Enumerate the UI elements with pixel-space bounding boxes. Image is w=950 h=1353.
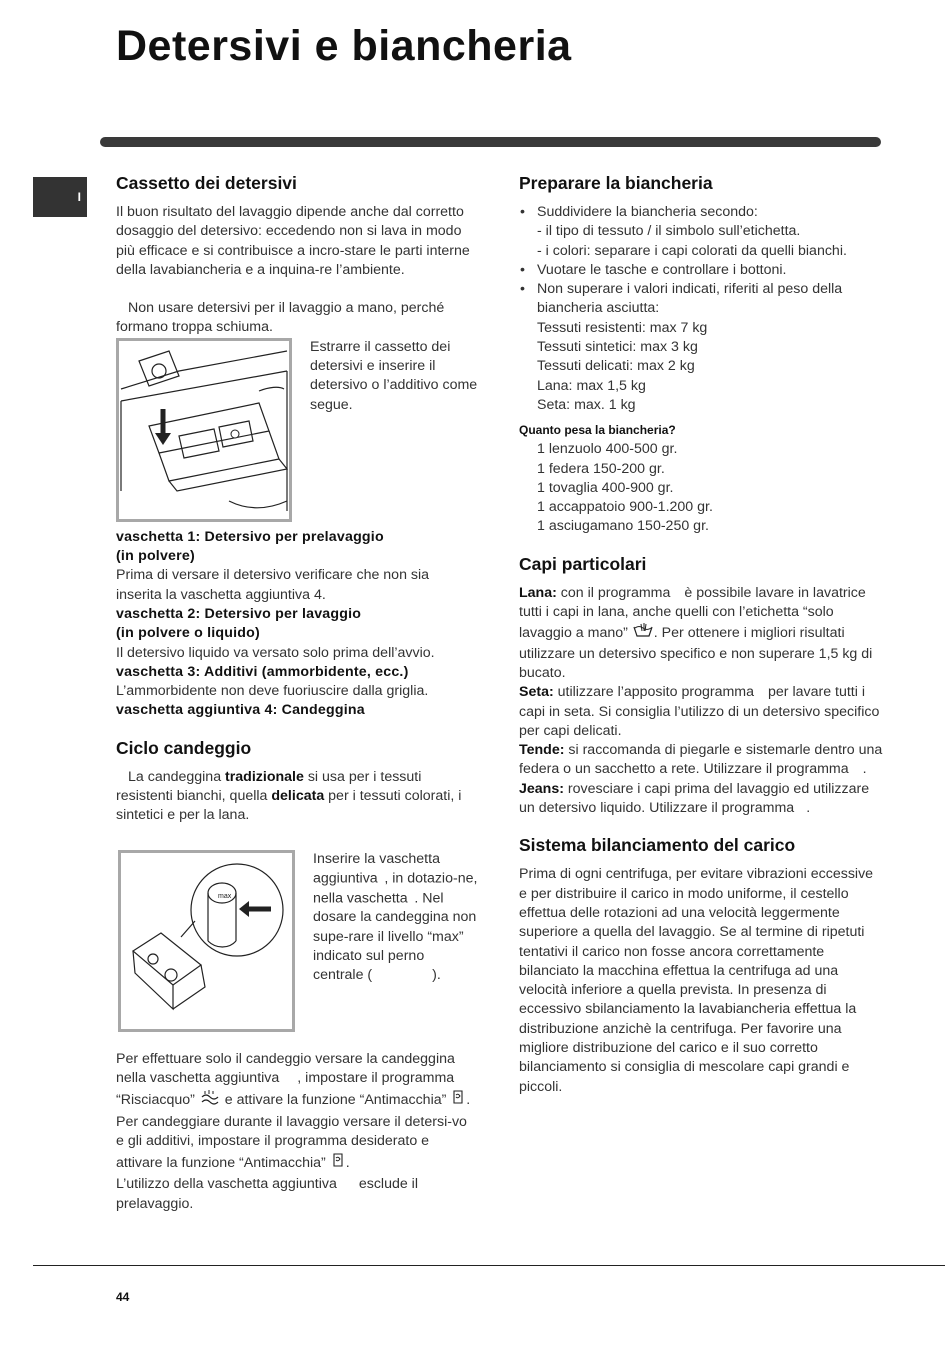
prep-list bbox=[519, 203, 884, 415]
bleach-prewash-note: L’utilizzo della vaschetta aggiuntiva esclude il prelavaggio. bbox=[116, 1176, 418, 1212]
silk-text: Seta: utilizzare l’apposito programma per lavare tutti i capi in seta. Si consiglia l’utilizzo di un detersivo specifico per capi delicati. bbox=[519, 684, 880, 739]
list-item: • Vuotare le tasche e controllare i bottoni. bbox=[519, 261, 884, 280]
compartment-3-title: vaschetta 3: Additivi (ammorbidente, ecc.) bbox=[116, 663, 409, 680]
compartment-1-text: Prima di versare il detersivo verificare che non sia inserita la vaschetta aggiuntiva 4. bbox=[116, 567, 430, 603]
compartment-3-text: L’ammorbidente non deve fuoriuscire dalla griglia. bbox=[116, 683, 429, 700]
compartment-4-title: vaschetta aggiuntiva 4: Candeggina bbox=[116, 702, 365, 719]
wool-text: Lana: con il programma è possibile lavare in lavatrice tutti i capi in lana, anche quelli con l’etichetta “solo lavaggio a mano” . Per ottenere i migliori risultati utilizzare un detersivo specifico e non superare 1,5 kg di bucato. bbox=[519, 584, 873, 681]
right-column bbox=[519, 172, 884, 1097]
compartment-1-subtitle: (in polvere) bbox=[116, 548, 195, 565]
weight-item: 1 accappatoio 900-1.200 gr. bbox=[537, 499, 713, 516]
compartment-list bbox=[116, 528, 478, 721]
detergent-drawer-drawing bbox=[119, 341, 289, 519]
limit-item: Seta: max. 1 kg bbox=[537, 396, 636, 413]
drawer-illustration bbox=[116, 338, 292, 522]
language-tab-label: I bbox=[77, 190, 81, 204]
compartment-2-subtitle: (in polvere o liquido) bbox=[116, 625, 260, 642]
bleach-during-wash-text: Per candeggiare durante il lavaggio versare il detersi-vo e gli additivi, impostare il programma desiderato e attivare la funzione “Antimacchia” . bbox=[116, 1113, 478, 1176]
drawer-figure-row bbox=[116, 338, 478, 522]
prep-heading: Preparare la biancheria bbox=[519, 173, 713, 193]
bleach-figure-row bbox=[116, 850, 478, 1032]
rinse-icon bbox=[199, 1089, 221, 1112]
drawer-figure-caption: Estrarre il cassetto dei detersivi e inserire il detersivo o l’additivo come segue. bbox=[310, 338, 478, 413]
limit-item: Tessuti delicati: max 2 kg bbox=[537, 358, 695, 375]
jeans-text: Jeans: rovesciare i capi prima del lavaggio ed utilizzare un detersivo liquido. Utilizzare il programma . bbox=[519, 780, 870, 817]
compartment-2-title: vaschetta 2: Detersivo per lavaggio bbox=[116, 605, 362, 622]
list-item: • Non superare i valori indicati, riferiti al peso della biancheria asciutta: Tessuti resistenti: max 7 kg Tessuti sintetici: max 3 kg Tessuti delicati: max 2 kg Lana: max 1,5 kg Seta: max. 1 kg bbox=[519, 280, 884, 415]
weight-heading: Quanto pesa la biancheria? bbox=[519, 423, 676, 438]
balance-heading: Sistema bilanciamento del carico bbox=[519, 835, 796, 856]
footer-rule bbox=[33, 1265, 945, 1266]
limit-item: Tessuti sintetici: max 3 kg bbox=[537, 339, 698, 356]
limit-item: Lana: max 1,5 kg bbox=[537, 377, 646, 394]
weight-list bbox=[519, 440, 884, 536]
special-heading: Capi particolari bbox=[519, 553, 647, 574]
bleach-intro: La candeggina tradizionale si usa per i tessuti resistenti bianchi, quella delicata per i tessuti colorati, i sintetici e per la lana. bbox=[116, 768, 462, 824]
compartment-1-title: vaschetta 1: Detersivo per prelavaggio bbox=[116, 528, 384, 545]
hand-wash-icon bbox=[632, 622, 654, 644]
bleach-container-drawing bbox=[121, 853, 292, 1029]
stain-removal-icon bbox=[450, 1088, 466, 1112]
bleach-figure-caption: Inserire la vaschetta aggiuntiva , in dotazio-ne, nella vaschetta . Nel dosare la candeggina non supe-rare il livello “max” indicato sul perno centrale ( ). bbox=[313, 850, 478, 984]
title-rule bbox=[100, 137, 881, 147]
weight-item: 1 tovaglia 400-900 gr. bbox=[537, 479, 674, 496]
max-label: max bbox=[218, 892, 232, 900]
drawer-intro: Il buon risultato del lavaggio dipende anche dal corretto dosaggio del detersivo: eccedendo non si lava in modo più efficace e si contribuisce a incro-stare le parti interne della lavabiancheria e a inquina-re l’ambiente. bbox=[116, 204, 470, 278]
compartment-2-text: Il detersivo liquido va versato solo prima dell’avvio. bbox=[116, 644, 435, 661]
page-number: 44 bbox=[116, 1290, 130, 1304]
weight-item: 1 federa 150-200 gr. bbox=[537, 460, 665, 477]
limit-item: Tessuti resistenti: max 7 kg bbox=[537, 319, 708, 336]
left-column bbox=[116, 172, 478, 1214]
stain-removal-icon bbox=[330, 1151, 346, 1175]
balance-text: Prima di ogni centrifuga, per evitare vibrazioni eccessive e per distribuire il carico in modo uniforme, il cestello effettua delle rotazioni ad una velocità leggermente superiore a quella del lavaggio. Se al termine di ripetuti tentativi il carico non fosse ancora correttamente bilanciato la macchina effettua la centrifuga ad una velocità inferiore a quella prevista. In presenza di eccessivo sbilanciamento la lavabiancheria effettua la distribuzione anzichè la centrifuga. Per favorire una migliore distribuzione del carico e il suo corretto bilanciamento si consiglia di mescolare capi grandi e piccoli. bbox=[519, 866, 874, 1095]
curtains-text: Tende: si raccomanda di piegarle e sistemarle dentro una federa o un sacchetto a rete. Utilizzare il programma . bbox=[519, 742, 883, 778]
weight-item: 1 lenzuolo 400-500 gr. bbox=[537, 441, 678, 458]
bleach-only-text: Per effettuare solo il candeggio versare la candeggina nella vaschetta aggiuntiva , impostare il programma “Risciacquo” e attivare la funzione “Antimacchia” . bbox=[116, 1050, 478, 1113]
bleach-instructions bbox=[116, 1050, 478, 1214]
page-title: Detersivi e biancheria bbox=[116, 22, 572, 70]
weight-item: 1 asciugamano 150-250 gr. bbox=[537, 518, 709, 535]
bleach-heading: Ciclo candeggio bbox=[116, 737, 252, 758]
bleach-illustration bbox=[118, 850, 295, 1032]
list-item: • Suddividere la biancheria secondo: - il tipo di tessuto / il simbolo sull’etichetta. - i colori: separare i capi colorati da quelli bianchi. bbox=[519, 203, 884, 261]
drawer-heading: Cassetto dei detersivi bbox=[116, 173, 297, 193]
language-tab bbox=[33, 177, 87, 217]
drawer-warning: Non usare detersivi per il lavaggio a mano, perché formano troppa schiuma. bbox=[116, 300, 445, 336]
